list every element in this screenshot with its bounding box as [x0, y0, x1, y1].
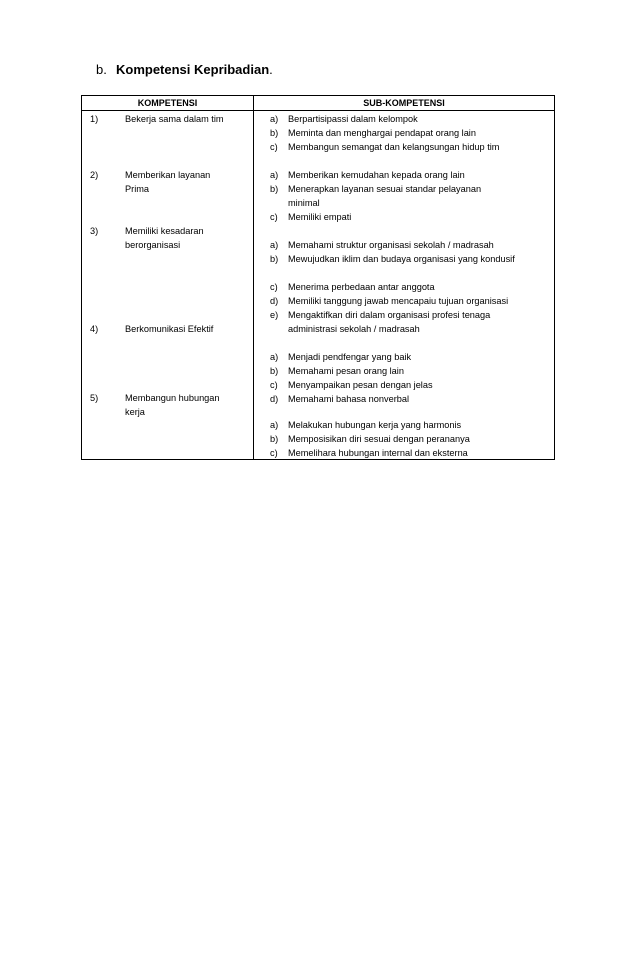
- sub-item-3b: [270, 252, 520, 266]
- sub-letter: b): [270, 434, 279, 444]
- sub-text: Memahami pesan orang lain: [288, 366, 404, 376]
- sub-item-5b: [270, 432, 554, 446]
- sub-text: Menerima perbedaan antar anggota: [288, 282, 435, 292]
- sub-item-5a: [270, 418, 554, 432]
- section-letter: b.: [96, 62, 107, 77]
- sub-text: Menyampaikan pesan dengan jelas: [288, 380, 433, 390]
- sub-item-2b: [270, 182, 510, 210]
- sub-letter: b): [270, 254, 279, 264]
- sub-item-4a: [270, 350, 554, 364]
- sub-letter: a): [270, 352, 279, 362]
- sub-letter: e): [270, 310, 279, 320]
- sub-text: Berpartisipassi dalam kelompok: [288, 114, 418, 124]
- kompetensi-text: Berkomunikasi Efektif: [125, 324, 214, 334]
- kompetensi-text: Memberikan layanan Prima: [125, 170, 211, 194]
- sub-text: Mewujudkan iklim dan budaya organisasi yang kondusif: [288, 254, 515, 264]
- sub-text: Memelihara hubungan internal dan eksterna: [288, 448, 468, 458]
- header-sub-kompetensi: SUB-KOMPETENSI: [363, 98, 445, 108]
- header-kompetensi: KOMPETENSI: [137, 98, 198, 108]
- kompetensi-number: 4): [90, 324, 99, 334]
- sub-text: Memposisikan diri sesuai dengan perananya: [288, 434, 470, 444]
- sub-text: Menjadi pendfengar yang baik: [288, 352, 412, 362]
- sub-letter: a): [270, 420, 279, 430]
- sub-item-1c: [270, 140, 554, 154]
- kompetensi-item-2: [90, 168, 230, 196]
- section-title: Kompetensi Kepribadian: [116, 62, 270, 77]
- sub-item-4b: [270, 364, 554, 378]
- sub-letter: c): [270, 142, 278, 152]
- sub-text: Memiliki tanggung jawab mencapaiu tujuan organisasi: [288, 296, 509, 306]
- sub-text: Menerapkan layanan sesuai standar pelayanan minimal: [288, 184, 482, 208]
- sub-item-3d: [270, 294, 554, 308]
- sub-item-4c: [270, 378, 554, 392]
- sub-item-2c: [270, 210, 554, 224]
- kompetensi-item-5: [90, 391, 230, 419]
- header-divider: [82, 110, 554, 111]
- sub-letter: b): [270, 128, 279, 138]
- sub-item-5c: [270, 446, 554, 460]
- sub-text: Memahami bahasa nonverbal: [288, 394, 410, 404]
- sub-text: Memberikan kemudahan kepada orang lain: [288, 170, 465, 180]
- kompetensi-text: Memiliki kesadaran berorganisasi: [125, 226, 204, 250]
- sub-item-3c: [270, 280, 554, 294]
- sub-letter: a): [270, 170, 279, 180]
- sub-text: Memiliki empati: [288, 212, 352, 222]
- kompetensi-text: Membangun hubungan kerja: [125, 393, 220, 417]
- sub-letter: c): [270, 282, 278, 292]
- sub-item-3e: [270, 308, 520, 336]
- sub-letter: c): [270, 212, 278, 222]
- kompetensi-number: 3): [90, 226, 99, 236]
- kompetensi-item-1: [90, 112, 250, 126]
- sub-item-1b: [270, 126, 554, 140]
- sub-letter: a): [270, 240, 279, 250]
- sub-item-4d: [270, 392, 554, 406]
- sub-item-2a: [270, 168, 554, 182]
- competency-table: [81, 95, 555, 460]
- sub-letter: d): [270, 394, 279, 404]
- sub-item-1a: [270, 112, 554, 126]
- sub-letter: d): [270, 296, 279, 306]
- sub-item-3a: [270, 238, 554, 252]
- kompetensi-number: 1): [90, 114, 99, 124]
- sub-text: Memahami struktur organisasi sekolah / madrasah: [288, 240, 494, 250]
- kompetensi-text: Bekerja sama dalam tim: [125, 114, 224, 124]
- sub-letter: c): [270, 448, 278, 458]
- sub-letter: b): [270, 184, 279, 194]
- sub-text: Membangun semangat dan kelangsungan hidup tim: [288, 142, 500, 152]
- sub-letter: b): [270, 366, 279, 376]
- kompetensi-item-4: [90, 322, 250, 336]
- column-divider: [253, 96, 254, 459]
- sub-letter: c): [270, 380, 278, 390]
- sub-text: Melakukan hubungan kerja yang harmonis: [288, 420, 462, 430]
- kompetensi-number: 2): [90, 170, 99, 180]
- kompetensi-number: 5): [90, 393, 99, 403]
- kompetensi-item-3: [90, 224, 230, 252]
- sub-letter: a): [270, 114, 279, 124]
- section-heading: [96, 62, 273, 78]
- sub-text: Meminta dan menghargai pendapat orang lain: [288, 128, 476, 138]
- section-title-period: .: [269, 62, 273, 77]
- sub-text: Mengaktifkan diri dalam organisasi profesi tenaga administrasi sekolah / madrasah: [288, 310, 491, 334]
